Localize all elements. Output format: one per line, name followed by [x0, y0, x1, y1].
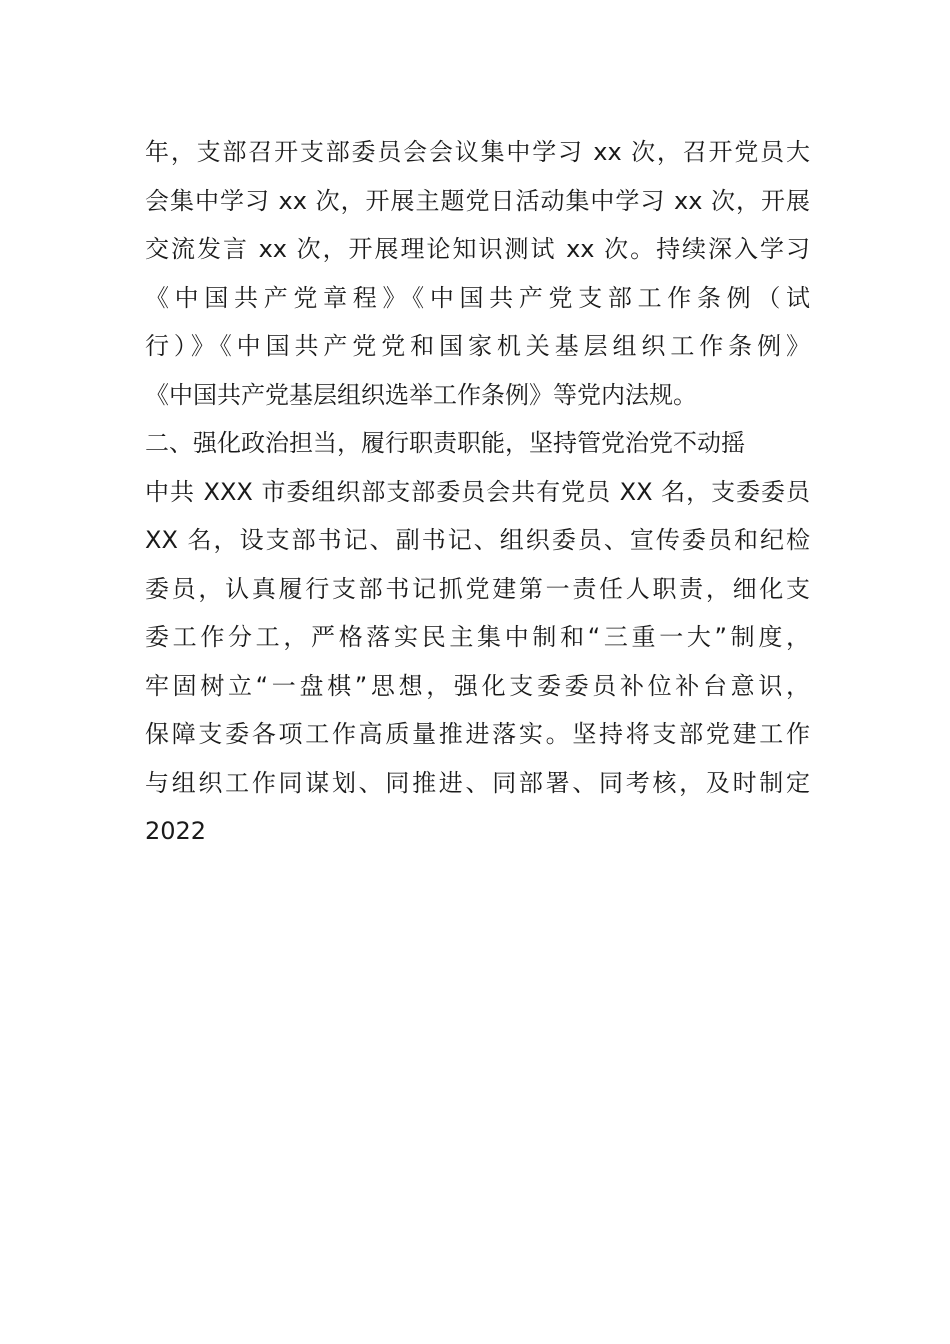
paragraph-line: 保障支委各项工作高质量推进落实。坚持将支部党建工作 — [145, 720, 810, 748]
section-heading: 二、强化政治担当，履行职责职能，坚持管党治党不动摇 — [145, 429, 745, 457]
paragraph-line: 交流发言 xx 次，开展理论知识测试 xx 次。持续深入学习 — [145, 235, 810, 263]
paragraph-line: 行）》《中国共产党党和国家机关基层组织工作条例》 — [145, 332, 810, 360]
paragraph-line: 《中国共产党基层组织选举工作条例》等党内法规。 — [145, 380, 697, 409]
paragraph-line: 牢固树立“一盘棋”思想，强化支委委员补位补台意识， — [145, 671, 810, 700]
paragraph-line: 年，支部召开支部委员会会议集中学习 xx 次，召开党员大 — [145, 138, 810, 166]
paragraph-line: XX 名，设支部书记、副书记、组织委员、宣传委员和纪检 — [145, 526, 810, 554]
paragraph-line: 委工作分工，严格落实民主集中制和“三重一大”制度， — [145, 623, 810, 651]
paragraph-line: 中共 XXX 市委组织部支部委员会共有党员 XX 名，支委委员 — [145, 477, 810, 506]
paragraph-line: 《中国共产党章程》《中国共产党支部工作条例（试 — [145, 283, 810, 312]
document-page — [145, 128, 810, 856]
paragraph-line: 2022 — [145, 817, 207, 845]
paragraph-line: 与组织工作同谋划、同推进、同部署、同考核，及时制定 — [145, 768, 810, 797]
paragraph-line: 会集中学习 xx 次，开展主题党日活动集中学习 xx 次，开展 — [145, 186, 810, 215]
paragraph-line: 委员，认真履行支部书记抓党建第一责任人职责，细化支 — [145, 574, 810, 603]
